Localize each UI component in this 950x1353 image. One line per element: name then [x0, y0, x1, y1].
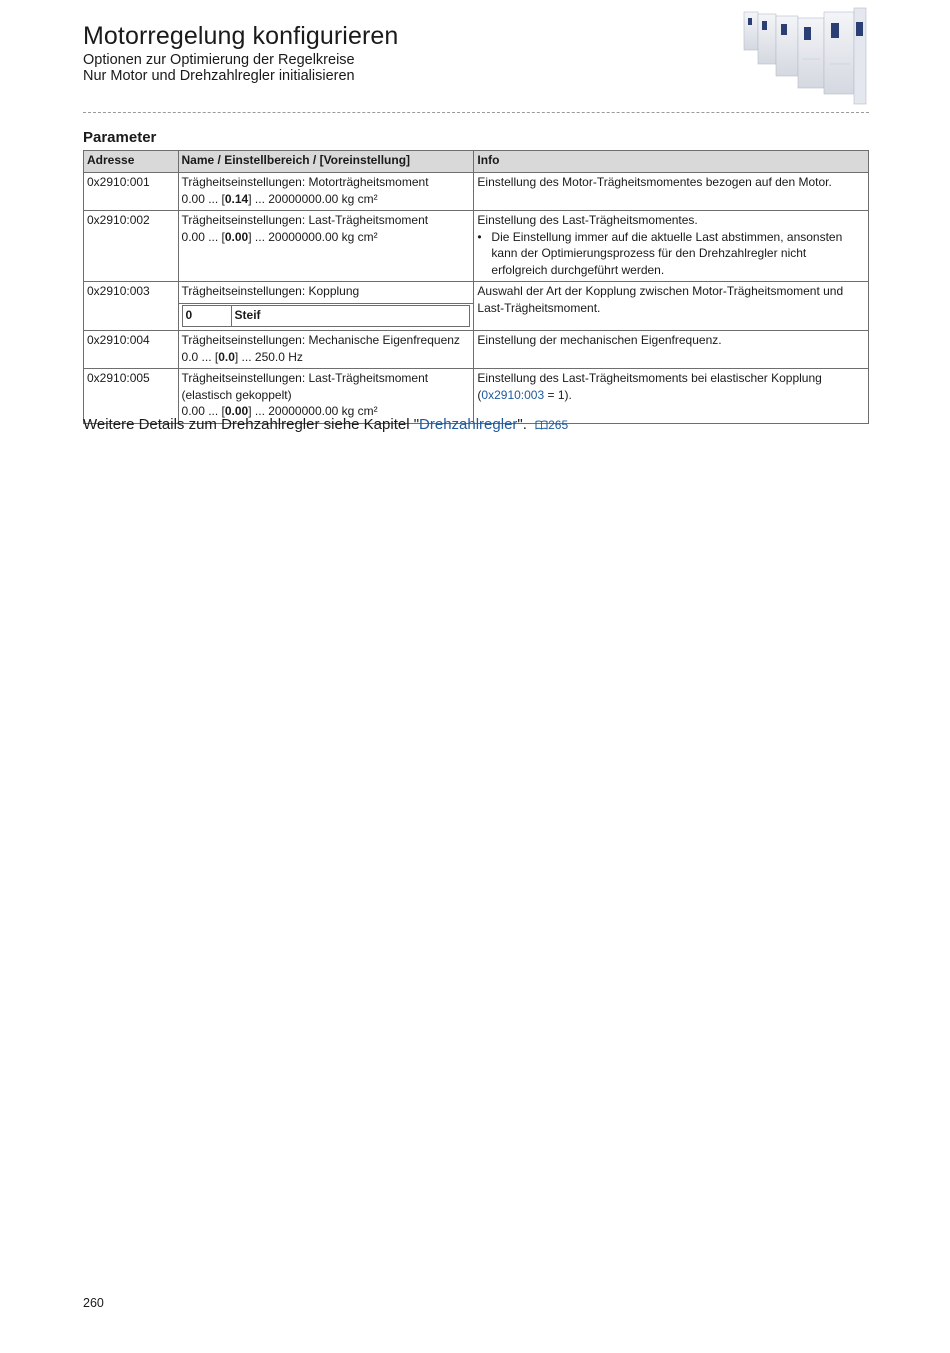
range-max: ] ... 20000000.00 kg cm² [248, 404, 378, 418]
range-max: ] ... 20000000.00 kg cm² [248, 191, 378, 206]
column-header-name: Name / Einstellbereich / [Voreinstellung] [178, 151, 474, 173]
range-default: 0.14 [224, 191, 249, 206]
param-info: Auswahl der Art der Kopplung zwischen Motor-Trägheitsmoment und Last-Trägheitsmoment. [474, 282, 869, 331]
param-name-cell [178, 369, 474, 424]
param-name: Trägheitseinstellungen: Mechanische Eigenfrequenz [181, 333, 460, 347]
table-row [84, 282, 869, 304]
range-max: ] ... 250.0 Hz [234, 349, 303, 364]
info-text: Einstellung des Last-Trägheitsmoments bei elastischer Kopplung ( [477, 371, 822, 402]
chapter-reference [83, 416, 568, 433]
param-range [182, 229, 471, 246]
info-bullet-list [477, 229, 865, 279]
info-text-end: = 1). [544, 387, 572, 402]
param-info-cell [474, 211, 869, 282]
book-icon [535, 420, 548, 430]
list-item [477, 229, 865, 279]
table-row [84, 331, 869, 369]
table-row [84, 211, 869, 282]
bullet-icon: • [477, 229, 482, 244]
reference-text-end: ". [517, 416, 527, 433]
param-address: 0x2910:003 [84, 282, 179, 331]
param-address: 0x2910:002 [84, 211, 179, 282]
column-header-info: Info [474, 151, 869, 173]
param-link[interactable]: 0x2910:003 [481, 387, 545, 402]
table-row [84, 173, 869, 211]
param-range [182, 349, 471, 366]
column-header-address: Adresse [84, 151, 179, 173]
enum-cell [178, 303, 474, 331]
param-name-cell [178, 211, 474, 282]
range-default: 0.00 [224, 404, 249, 418]
chapter-link[interactable]: Drehzahlregler [419, 416, 518, 433]
param-address: 0x2910:004 [84, 331, 179, 369]
range-min: 0.00 ... [ [181, 404, 225, 418]
enum-label: Steif [231, 305, 470, 327]
breadcrumb-subtitle-2: Nur Motor und Drehzahlregler initialisieren [83, 68, 355, 84]
page-number: 260 [83, 1296, 104, 1310]
param-address: 0x2910:005 [84, 369, 179, 424]
param-name-cell [178, 173, 474, 211]
param-range [182, 191, 471, 208]
param-address: 0x2910:001 [84, 173, 179, 211]
param-name-cell [178, 331, 474, 369]
param-info: Einstellung des Last-Trägheitsmomentes. [477, 213, 698, 227]
table-header-row [84, 151, 869, 173]
range-min: 0.00 ... [ [181, 191, 225, 206]
range-default: 0.00 [224, 229, 249, 244]
header-divider [83, 112, 869, 113]
page-title: Motorregelung konfigurieren [83, 22, 399, 50]
parameter-table [83, 150, 869, 424]
param-info: Einstellung des Motor-Trägheitsmomentes bezogen auf den Motor. [474, 173, 869, 211]
page-ref-number: 265 [548, 418, 569, 432]
reference-text: Weitere Details zum Drehzahlregler siehe Kapitel " [83, 416, 420, 433]
enum-value: 0 [182, 305, 231, 327]
page-ref-link[interactable] [535, 418, 568, 432]
table-row [84, 369, 869, 424]
bullet-text: Die Einstellung immer auf die aktuelle Last abstimmen, ansonsten kann der Optimierungsprozess für den Drehzahlregler nicht erfolgreich durchgeführt werden. [491, 229, 843, 277]
param-name: Trägheitseinstellungen: Last-Trägheitsmoment (elastisch gekoppelt) [181, 371, 429, 402]
param-name: Trägheitseinstellungen: Kopplung [178, 282, 474, 304]
enum-table [182, 305, 471, 328]
range-min: 0.00 ... [ [181, 229, 225, 244]
range-min: 0.0 ... [ [181, 349, 219, 364]
param-info: Einstellung der mechanischen Eigenfrequenz. [474, 331, 869, 369]
range-max: ] ... 20000000.00 kg cm² [248, 229, 378, 244]
inverter-devices-image [740, 4, 870, 106]
param-name: Trägheitseinstellungen: Motorträgheitsmoment [181, 175, 429, 189]
param-name: Trägheitseinstellungen: Last-Trägheitsmoment [181, 213, 429, 227]
param-info [474, 369, 869, 424]
range-default: 0.0 [218, 349, 235, 364]
section-heading: Parameter [83, 129, 157, 146]
breadcrumb-subtitle-1: Optionen zur Optimierung der Regelkreise [83, 52, 355, 68]
